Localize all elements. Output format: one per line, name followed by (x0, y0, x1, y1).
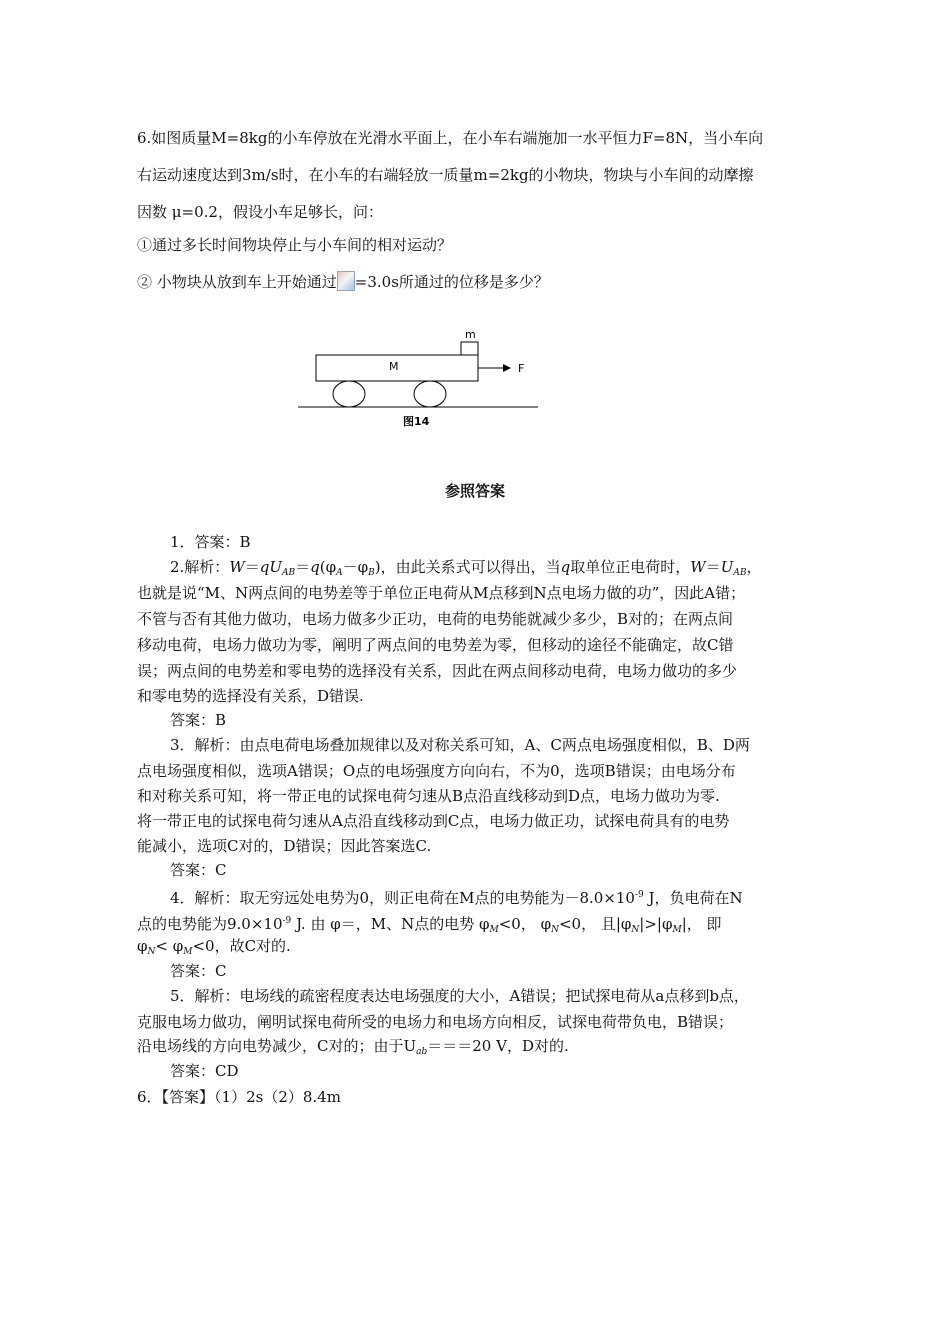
answer-2-line-4: 移动电荷，电场力做功为零，阐明了两点间的电势差为零，但移动的途径不能确定，故C错 (137, 636, 734, 654)
formula-w-uab: $W=U_{AB}$， (690, 558, 762, 578)
answer-3-line-3: 和对称关系可知，将一带正电的试探电荷匀速从B点沿直线移动到D点，电场力做功为零. (137, 787, 720, 805)
answer-1: 1．答案：B (170, 533, 251, 551)
answer-4-text-c: 点的电势能为9.0×10 (137, 915, 283, 933)
answer-4-text-e: <0， φ (498, 915, 552, 933)
answer-4-exp-2: -9 (282, 916, 292, 926)
right-wheel (414, 381, 446, 407)
answer-2-line-2: 也就是说“M、N两点间的电势差等于单位正电荷从M点移到N点电场力做的功”，因此A错； (137, 584, 746, 602)
question-line-5 (137, 271, 549, 292)
answer-3-line-4: 将一带正电的试探电荷匀速从A点沿直线移动到C点，电场力做正功，试探电荷具有的电势 (137, 812, 730, 830)
formula-work: $W=qU_{AB}=q(\varphi_A-\varphi_B)$ (229, 558, 381, 578)
force-arrow-head (503, 364, 511, 372)
answer-5-line-1: 5．解析：电场线的疏密程度表达电场强度的大小，A错误；把试探电荷从a点移到b点， (170, 987, 749, 1005)
answer-3-result: 答案：C (170, 861, 227, 879)
cart-figure (290, 325, 550, 435)
broken-image-icon (337, 271, 355, 291)
force-label: F (518, 362, 525, 375)
left-wheel (333, 381, 365, 407)
answer-4-result: 答案：C (170, 962, 227, 980)
answer-2-line-3: 不管与否有其他力做功，电场力做多少正功，电荷的电势能就减少多少，B对的；在两点间 (137, 610, 734, 628)
answer-4-exp-1: -9 (634, 890, 644, 900)
question-line-2: 右运动速度达到3m/s时，在小车的右端轻放一质量m=2kg的小物块，物块与小车间的动摩擦 (137, 166, 754, 184)
answer-3-line-2: 点电场强度相似，选项A错误；O点的电场强度方向向右，不为0，选项B错误；由电场分布 (137, 762, 736, 780)
answer-6: 6．【答案】（1）2s（2）8.4m (137, 1088, 341, 1106)
question-line-5-text-a: ② 小物块从放到车上开始通过 (137, 273, 337, 291)
answer-4-text-i: φ (137, 937, 148, 955)
answer-2-line-1: 2.解析：$W=qU_{AB}=q(\varphi_A-\varphi_B)$，由此关系式可以得出，当q取单位正电荷时，$W=U_{AB}$， (170, 558, 762, 578)
answer-4-text-b: J，负电荷在N (643, 889, 743, 907)
answer-4-text-j: < φ (155, 937, 184, 955)
answer-2-prefix: 2.解析： (170, 558, 230, 576)
answer-4-text-a: 4．解析：取无穷远处电势为0，则正电荷在M点的电势能为－8.0×10 (170, 889, 635, 907)
answers-heading: 参照答案 (444, 482, 505, 500)
answer-4-line-3: $\varphi_N< \varphi_M<0$，故C对的. (137, 937, 291, 957)
answer-2-text-c: 取单位正电荷时， (570, 558, 691, 576)
question-line-3: 因数 μ=0.2，假设小车足够长，问： (137, 203, 383, 221)
answer-4-text-f: <0， 且|φ (558, 915, 632, 933)
question-line-1: 6.如图质量M=8kg的小车停放在光滑水平面上，在小车右端施加一水平恒力F=8N，当小车向 (137, 129, 764, 147)
figure-caption: 图14 (403, 415, 430, 428)
answer-2-text-b: ，由此关系式可以得出，当 (380, 558, 561, 576)
answer-4-text-h: |， 即 (681, 915, 722, 933)
answer-5-text-a: 沿电场线的方向电势减少，C对的；由于U (137, 1037, 417, 1055)
answer-2-line-6: 和零电势的选择没有关系，D错误. (137, 687, 364, 705)
block-mass-label: m (465, 328, 476, 341)
answer-5-text-b: ＝＝＝20 V，D对的. (427, 1037, 569, 1055)
answer-3-line-5: 能减小，选项C对的，D错误；因此答案选C. (137, 837, 432, 855)
answer-4-line-1 (170, 885, 743, 908)
answer-4-text-g: |>|φ (639, 915, 673, 933)
answer-4-text-k: <0，故C对的. (192, 937, 291, 955)
answer-4-line-2: 点的电势能为$9.0\times 10^{-9}$ J. 由 φ＝，M、N点的电势 $\varphi_M<0$， $\varphi_N<0$， 且$|\varphi_N|>|\varphi_M|$， 即 (137, 915, 722, 935)
answer-5-line-2: 克服电场力做功，阐明试探电荷所受的电场力和电场方向相反，试探电荷带负电，B错误； (137, 1013, 734, 1031)
cart-mass-label: M (389, 360, 399, 373)
question-line-5-text-b: =3.0s所通过的位移是多少？ (354, 273, 549, 291)
answer-5-result: 答案：CD (170, 1062, 239, 1080)
answer-5-line-3: 沿电场线的方向电势减少，C对的；由于$U_{ab}===20$ V，D对的. (137, 1037, 569, 1057)
answer-3-line-1: 3．解析：由点电荷电场叠加规律以及对称关系可知，A、C两点电场强度相似，B、D两 (170, 736, 750, 754)
answer-4-text-d: J. 由 φ＝，M、N点的电势 φ (291, 915, 490, 933)
answer-2-line-5: 误；两点间的电势差和零电势的选择没有关系，因此在两点间移动电荷，电场力做功的多少 (137, 662, 738, 680)
answer-2-result: 答案：B (170, 711, 227, 729)
question-line-4: ①通过多长时间物块停止与小车间的相对运动？ (137, 236, 453, 254)
small-block (461, 342, 478, 355)
